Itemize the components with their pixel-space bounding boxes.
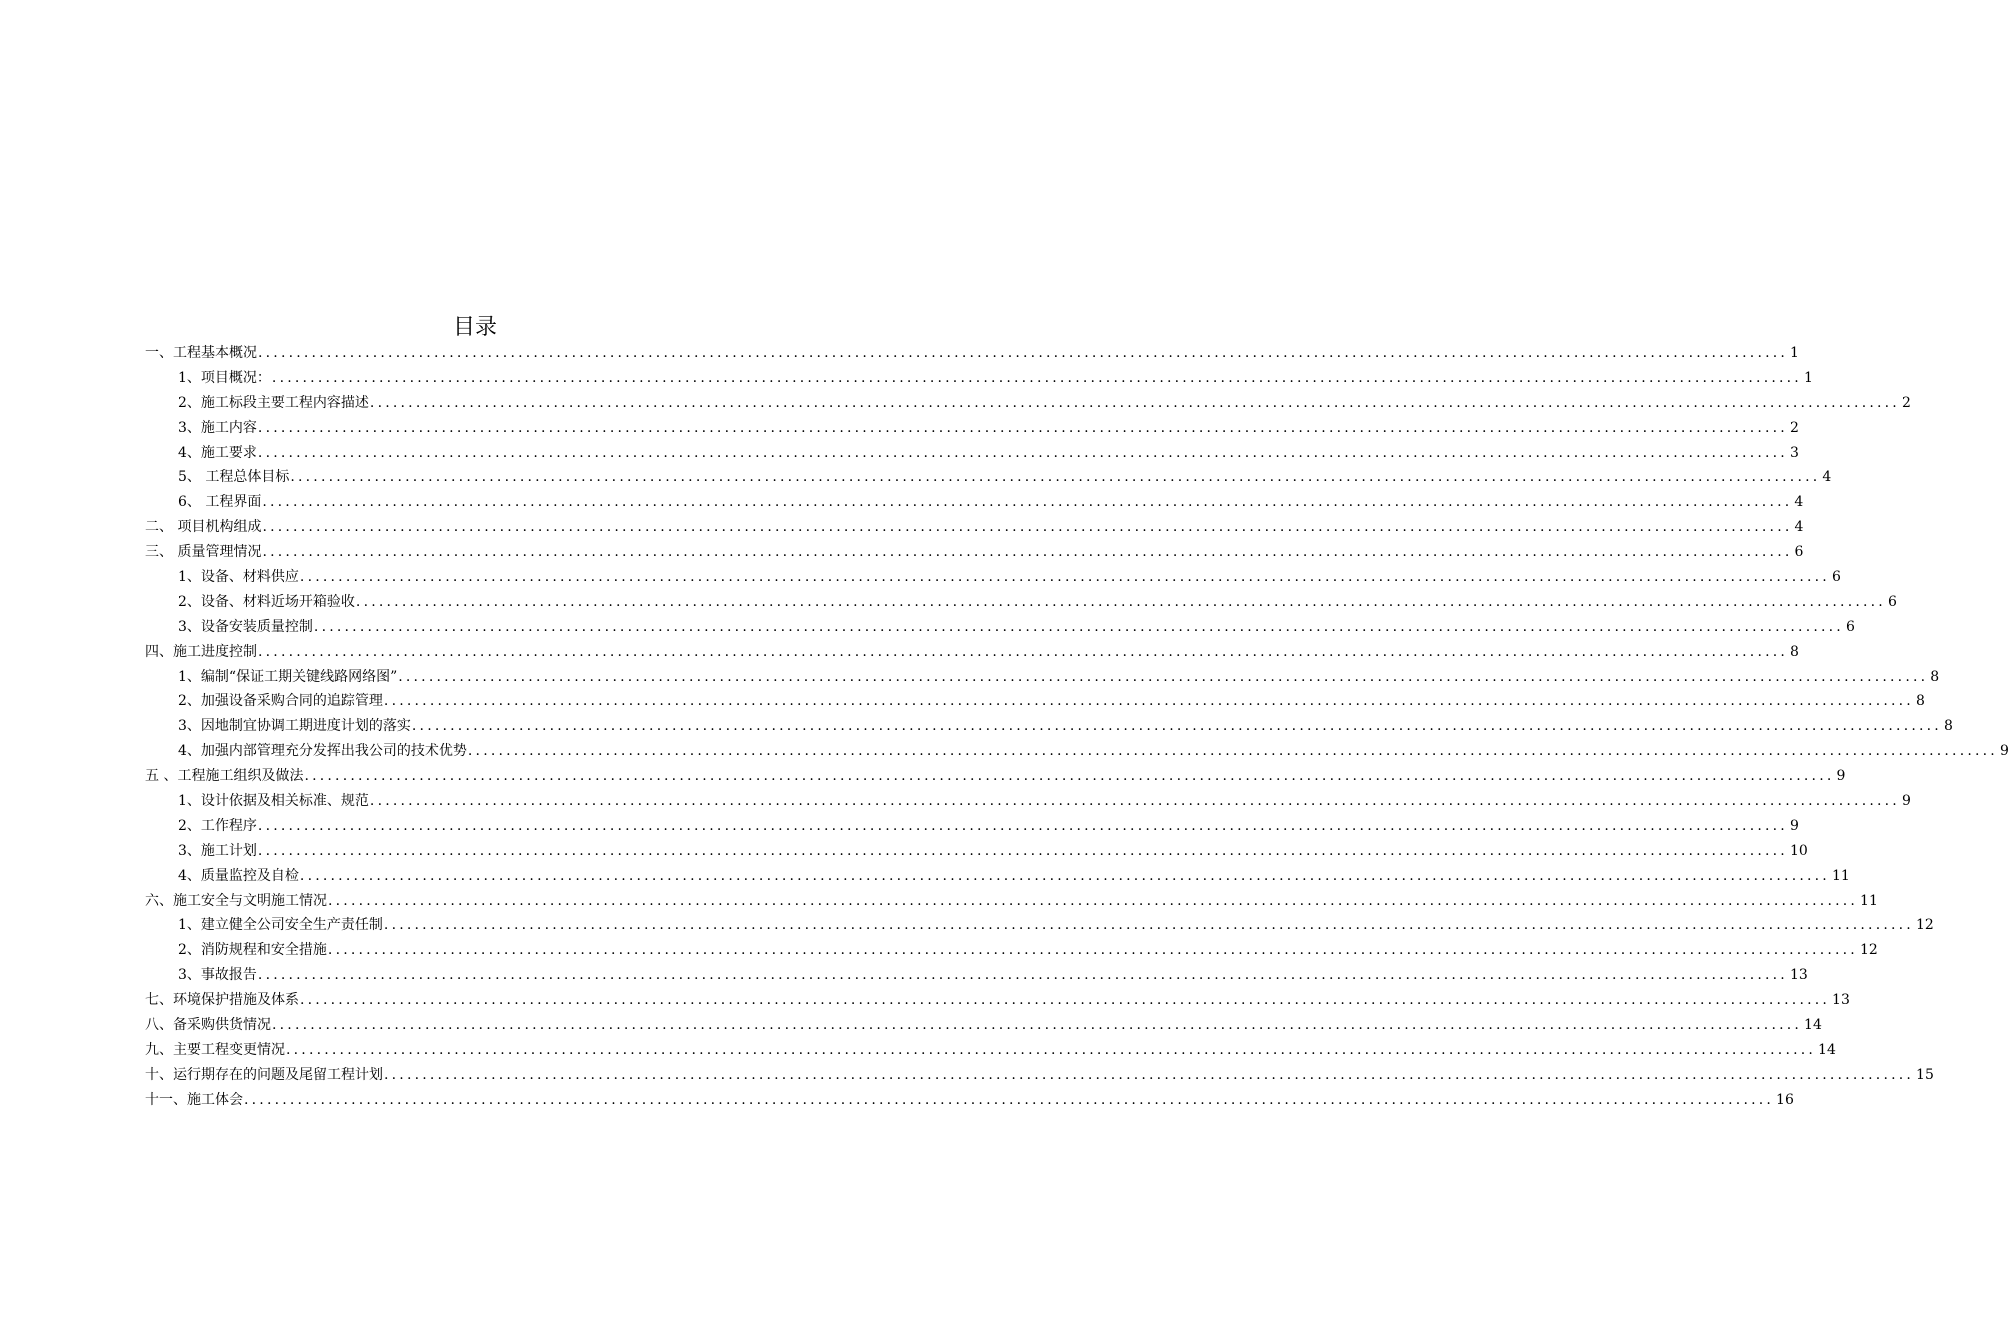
toc-entry-label: 三、 质量管理情况 xyxy=(145,544,262,561)
toc-entry-page-number: 8 xyxy=(1943,718,1953,735)
toc-entry[interactable] xyxy=(145,465,1832,490)
toc-entry-label: 1、项目概况： xyxy=(178,369,271,386)
toc-entry-page-number: 4 xyxy=(1822,469,1832,486)
toc-entry-label: 1、设计依据及相关标准、规范 xyxy=(178,793,369,810)
toc-dot-leader: ........................................................................................................................................................................................................ xyxy=(355,593,1886,610)
toc-dot-leader: ........................................................................................................................................................................................................ xyxy=(257,842,1788,859)
toc-entry-label: 八、备采购供货情况 xyxy=(145,1017,271,1034)
toc-entry[interactable] xyxy=(145,739,2009,764)
toc-dot-leader: ........................................................................................................................................................................................................ xyxy=(258,643,1789,660)
toc-dot-leader: ........................................................................................................................................................................................................ xyxy=(411,718,1942,735)
toc-entry[interactable] xyxy=(145,391,1911,416)
toc-dot-leader: ........................................................................................................................................................................................................ xyxy=(369,793,1900,810)
toc-entry-label: 3、施工内容 xyxy=(178,419,257,436)
toc-entry-label: 4、质量监控及自检 xyxy=(178,867,299,884)
toc-entry[interactable] xyxy=(145,1088,1794,1113)
toc-entry-page-number: 6 xyxy=(1794,544,1804,561)
toc-dot-leader: ........................................................................................................................................................................................................ xyxy=(257,419,1788,436)
toc-entry-label: 4、施工要求 xyxy=(178,444,257,461)
toc-dot-leader: ........................................................................................................................................................................................................ xyxy=(327,942,1858,959)
toc-entry[interactable] xyxy=(145,515,1804,540)
toc-entry-label: 七、环境保护措施及体系 xyxy=(145,992,299,1009)
toc-entry-page-number: 11 xyxy=(1860,892,1878,909)
toc-entry[interactable] xyxy=(145,789,1911,814)
toc-entry-page-number: 13 xyxy=(1789,967,1808,984)
toc-entry[interactable] xyxy=(145,1063,1934,1088)
toc-dot-leader: ........................................................................................................................................................................................................ xyxy=(369,394,1900,411)
toc-entry[interactable] xyxy=(145,988,1850,1013)
toc-entry-page-number: 14 xyxy=(1804,1017,1822,1034)
toc-entry-page-number: 6 xyxy=(1887,593,1897,610)
toc-entry[interactable] xyxy=(145,764,1846,789)
toc-entry[interactable] xyxy=(145,665,1940,690)
toc-entry-page-number: 6 xyxy=(1831,569,1841,586)
toc-entry[interactable] xyxy=(145,714,1953,739)
toc-entry[interactable] xyxy=(145,814,1799,839)
toc-dot-leader: ........................................................................................................................................................................................................ xyxy=(262,494,1793,511)
toc-entry[interactable] xyxy=(145,540,1804,565)
toc-entry-label: 十一、施工体会 xyxy=(145,1091,243,1108)
toc-entry-label: 2、工作程序 xyxy=(178,817,257,834)
toc-dot-leader: ........................................................................................................................................................................................................ xyxy=(286,1041,1817,1058)
toc-entry[interactable] xyxy=(145,963,1808,988)
toc-entry[interactable] xyxy=(145,839,1808,864)
toc-entry-label: 3、因地制宜协调工期进度计划的落实 xyxy=(178,718,411,735)
toc-entry-page-number: 6 xyxy=(1845,618,1855,635)
toc-entry-label: 四、施工进度控制 xyxy=(145,643,257,660)
toc-dot-leader: ........................................................................................................................................................................................................ xyxy=(299,569,1830,586)
toc-dot-leader: ........................................................................................................................................................................................................ xyxy=(258,345,1789,361)
toc-entry-label: 3、设备安装质量控制 xyxy=(178,618,313,635)
toc-dot-leader: ........................................................................................................................................................................................................ xyxy=(300,992,1831,1009)
toc-entry[interactable] xyxy=(145,938,1878,963)
toc-entry-page-number: 8 xyxy=(1930,668,1940,685)
toc-dot-leader: ........................................................................................................................................................................................................ xyxy=(262,544,1793,561)
toc-entry[interactable] xyxy=(145,913,1934,938)
toc-entry-label: 2、加强设备采购合同的追踪管理 xyxy=(178,693,383,710)
toc-entry-label: 十、运行期存在的问题及尾留工程计划 xyxy=(145,1066,383,1083)
toc-entry-label: 二、 项目机构组成 xyxy=(145,519,262,536)
toc-dot-leader: ........................................................................................................................................................................................................ xyxy=(398,668,1929,685)
toc-entry[interactable] xyxy=(145,889,1878,914)
toc-entry-page-number: 14 xyxy=(1818,1041,1836,1058)
toc-entry-label: 六、施工安全与文明施工情况 xyxy=(145,892,327,909)
toc-entry[interactable] xyxy=(145,640,1799,665)
toc-dot-leader: ........................................................................................................................................................................................................ xyxy=(467,743,1998,760)
toc-entry[interactable] xyxy=(145,590,1897,615)
toc-entry-page-number: 1 xyxy=(1790,345,1799,361)
toc-entry-page-number: 8 xyxy=(1790,643,1799,660)
toc-entry-page-number: 2 xyxy=(1789,419,1799,436)
toc-entry-page-number: 8 xyxy=(1915,693,1925,710)
toc-entry[interactable] xyxy=(145,416,1799,441)
toc-entry-label: 2、设备、材料近场开箱验收 xyxy=(178,593,355,610)
toc-dot-leader: ........................................................................................................................................................................................................ xyxy=(313,618,1844,635)
toc-entry-label: 1、编制“保证工期关键线路网络图” xyxy=(178,668,398,685)
toc-entry-label: 五 、工程施工组织及做法 xyxy=(145,768,304,785)
toc-entry-page-number: 12 xyxy=(1859,942,1878,959)
toc-entry-page-number: 4 xyxy=(1794,494,1804,511)
toc-entry-page-number: 4 xyxy=(1794,519,1804,536)
toc-entry[interactable] xyxy=(145,441,1799,466)
toc-dot-leader: ........................................................................................................................................................................................................ xyxy=(299,867,1830,884)
toc-dot-leader: ........................................................................................................................................................................................................ xyxy=(383,693,1914,710)
toc-dot-leader: ........................................................................................................................................................................................................ xyxy=(244,1091,1775,1108)
toc-dot-leader: ........................................................................................................................................................................................................ xyxy=(257,967,1788,984)
toc-entry-page-number: 9 xyxy=(1999,743,2009,760)
toc-entry-label: 2、施工标段主要工程内容描述 xyxy=(178,394,369,411)
toc-entry-label: 3、施工计划 xyxy=(178,842,257,859)
toc-entry-page-number: 12 xyxy=(1915,917,1934,934)
toc-entry-label: 5、 工程总体目标 xyxy=(178,469,290,486)
toc-dot-leader: ........................................................................................................................................................................................................ xyxy=(383,917,1914,934)
toc-entry-page-number: 1 xyxy=(1803,369,1813,386)
toc-dot-leader: ........................................................................................................................................................................................................ xyxy=(257,817,1788,834)
toc-entry[interactable] xyxy=(145,1038,1836,1063)
toc-entry[interactable] xyxy=(145,864,1850,889)
toc-entry[interactable] xyxy=(145,615,1855,640)
toc-entry-label: 九、主要工程变更情况 xyxy=(145,1041,285,1058)
toc-entry-page-number: 15 xyxy=(1916,1066,1934,1083)
toc-dot-leader: ........................................................................................................................................................................................................ xyxy=(272,1017,1803,1034)
toc-entry-label: 一、工程基本概况 xyxy=(145,345,257,361)
toc-dot-leader: ........................................................................................................................................................................................................ xyxy=(328,892,1859,909)
toc-entry[interactable] xyxy=(145,565,1841,590)
toc-dot-leader: ........................................................................................................................................................................................................ xyxy=(290,469,1821,486)
toc-dot-leader: ........................................................................................................................................................................................................ xyxy=(384,1066,1915,1083)
toc-dot-leader: ........................................................................................................................................................................................................ xyxy=(271,369,1802,386)
toc-entry-page-number: 13 xyxy=(1832,992,1850,1009)
toc-entry-page-number: 9 xyxy=(1836,768,1846,785)
toc-entry[interactable] xyxy=(145,490,1804,515)
toc-dot-leader: ........................................................................................................................................................................................................ xyxy=(304,768,1835,785)
toc-entry-page-number: 9 xyxy=(1789,817,1799,834)
toc-dot-leader: ........................................................................................................................................................................................................ xyxy=(257,444,1788,461)
toc-entry[interactable] xyxy=(145,341,1799,366)
toc-entry-label: 2、消防规程和安全措施 xyxy=(178,942,327,959)
toc-dot-leader: ........................................................................................................................................................................................................ xyxy=(262,519,1793,536)
toc-title: 目录 xyxy=(452,315,497,340)
toc-entry-label: 1、设备、材料供应 xyxy=(178,569,299,586)
toc-entry-page-number: 9 xyxy=(1901,793,1911,810)
toc-entry-label: 1、建立健全公司安全生产责任制 xyxy=(178,917,383,934)
toc-entry-page-number: 11 xyxy=(1831,867,1850,884)
toc-entry-page-number: 2 xyxy=(1901,394,1911,411)
toc-entry-page-number: 10 xyxy=(1789,842,1808,859)
toc-entry-page-number: 16 xyxy=(1776,1091,1794,1108)
toc-entry[interactable] xyxy=(145,689,1925,714)
toc-entry[interactable] xyxy=(145,366,1813,391)
toc-list xyxy=(145,341,2009,1113)
toc-entry-label: 3、事故报告 xyxy=(178,967,257,984)
toc-entry-label: 6、 工程界面 xyxy=(178,494,262,511)
toc-entry[interactable] xyxy=(145,1013,1822,1038)
toc-entry-label: 4、加强内部管理充分发挥出我公司的技术优势 xyxy=(178,743,467,760)
toc-entry-page-number: 3 xyxy=(1789,444,1799,461)
